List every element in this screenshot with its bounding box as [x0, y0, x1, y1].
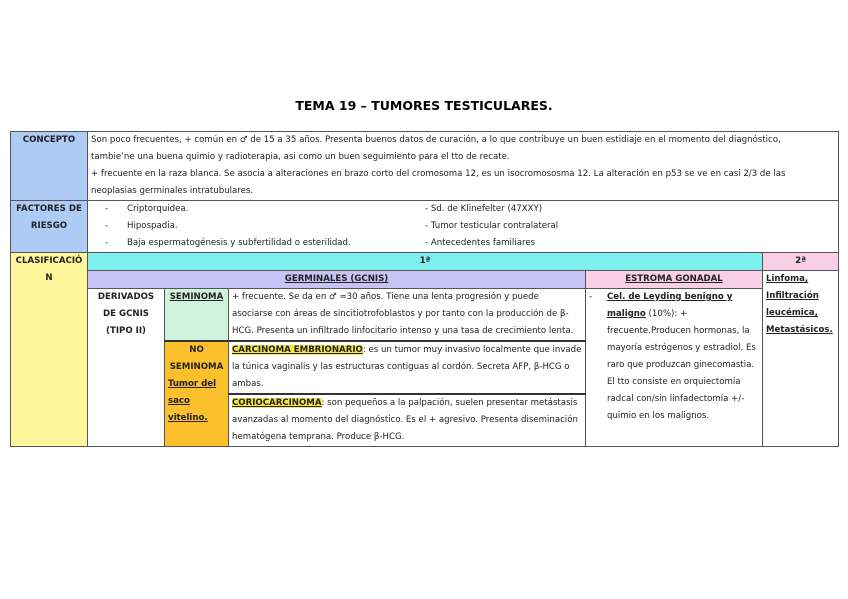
seminoma-label: SEMINOMA: [165, 289, 229, 342]
tipos-row: [11, 271, 839, 289]
factores-text: [88, 201, 839, 253]
page-title: TEMA 19 – TUMORES TESTICULARES.: [295, 98, 553, 113]
factores-right-list: - Sd. de Klinefelter (47XXY) - Tumor testicular contralateral - Antecedentes familiares: [425, 204, 559, 248]
no-seminoma-label: NO SEMINOMA Tumor del saco vitelino.: [165, 341, 229, 447]
derivados-label: DERIVADOS DE GCNIS (TIPO II): [88, 289, 165, 447]
germinales-header: GERMINALES (GCNIS): [88, 271, 586, 289]
carcinoma-text: CARCINOMA EMBRIONARIO: es un tumor muy invasivo localmente que invade la túnica vaginalis y las estructuras contiguas al cordón. Secreta AFP, β-HCG o ambas.: [229, 341, 586, 394]
factores-row: [11, 201, 839, 253]
concepto-text: Son poco frecuentes, + común en ♂ de 15 a 35 años. Presenta buenos datos de curación, a lo que contribuye un buen estidiaje en el momento del diagnóstico, tambie’ne una buena quimio y radioterapia, asi como un buen seguimiento para el tto de recate. + frecuente en la raza blanca. Se asocia a alteraciones en brazo corto del cromosoma 12, es un isocromososma 12. La alteración en p53 se ve en casi 2/3 de las neoplasias germinales intratubulares.: [88, 132, 839, 201]
saco-vitelino-label: Tumor del saco vitelino.: [168, 379, 217, 423]
concepto-label: CONCEPTO: [11, 132, 88, 201]
clasificacion-header-row: [11, 253, 839, 271]
factores-left-list: - Criptorquidea. - Hipospadia. - Baja espermatogénesis y subfertilidad o esterilidad.: [105, 204, 351, 248]
concepto-row: [11, 132, 839, 201]
secundarios-text: Linfoma, Infiltración leucémica, Metastásicos.: [763, 271, 839, 447]
estroma-header: ESTROMA GONADAL: [586, 271, 763, 289]
secundarios-header: 2ª: [763, 253, 839, 271]
seminoma-row: [11, 289, 839, 342]
primarios-header: 1ª: [88, 253, 763, 271]
factores-label: FACTORES DE RIESGO: [11, 201, 88, 253]
seminoma-text: + frecuente. Se da en ♂ ≈30 años. Tiene una lenta progresión y puede asociarse con áreas de sincitiotrofoblastos y por tanto con la producción de β-HCG. Presenta un infiltrado linfocitario intenso y una tasa de crecimiento lenta.: [229, 289, 586, 342]
corio-text: CORIOCARCINOMA: son pequeños a la palpación, suelen presentar metástasis avanzadas al momento del diagnóstico. Es el + agresivo. Presenta diseminación hematógena temprana. Produce β-HCG.: [229, 394, 586, 447]
clasificacion-label: CLASIFICACIÓN: [11, 253, 88, 447]
tumores-table: [10, 131, 839, 447]
leyding-text: - Cel. de Leyding benigno y maligno (10%): + frecuente.Producen hormonas, la mayoría estrógenos y estradiol. Es raro que produzcan ginecomastia. El tto consiste en orquiectomía radcal con/sin linfadectomía +/- quimio en los malignos.: [586, 289, 763, 447]
